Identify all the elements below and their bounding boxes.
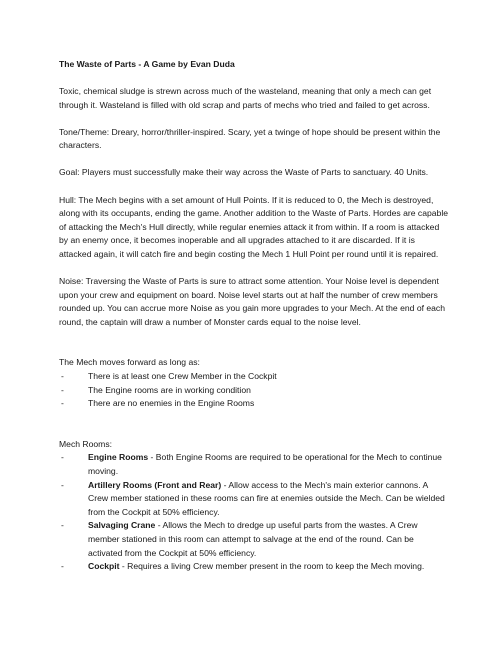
moves-list xyxy=(59,370,449,411)
document-title: The Waste of Parts - A Game by Evan Duda xyxy=(59,59,235,69)
moves-heading: The Mech moves forward as long as: xyxy=(59,357,200,368)
room-description: - Both Engine Rooms are required to be operational for the Mech to continue moving. xyxy=(88,452,442,476)
room-name: Cockpit xyxy=(88,561,120,572)
dash-bullet: - xyxy=(61,452,64,463)
list-item xyxy=(59,451,449,478)
room-description: - Allow access to the Mech's main exterior cannons. A Crew member stationed in these rooms can fire at enemies outside the Mech. Can be wielded from the Cockpit at 50% efficiency. xyxy=(88,479,445,517)
dash-bullet: - xyxy=(61,520,64,531)
dash-bullet: - xyxy=(61,371,64,381)
list-item-text: There is at least one Crew Member in the Cockpit xyxy=(88,371,277,381)
document-page xyxy=(59,58,449,574)
tone-paragraph: Tone/Theme: Dreary, horror/thriller-inspired. Scary, yet a twinge of hope should be present within the characters. xyxy=(59,126,441,151)
list-item-text: There are no enemies in the Engine Rooms xyxy=(88,398,255,409)
room-description: - Allows the Mech to dredge up useful parts from the wastes. A Crew member stationed in this room can attempt to salvage at the end of the round. Can be activated from the Cockpit at 50% efficiency. xyxy=(88,520,418,558)
room-name: Salvaging Crane xyxy=(88,520,156,531)
hull-paragraph: Hull: The Mech begins with a set amount of Hull Points. If it is reduced to 0, the Mech is destroyed, along with its occupants, ending the game. Another addition to the Waste of Parts. Hordes are capable of attacking the Mech's Hull directly, while regular enemies attack it from within. If a room is attacked by an enemy once, it becomes inoperable and all upgrades attached to it are discarded. If it is attacked again, it will catch fire and begin costing the Mech 1 Hull Point per round until it is repaired. xyxy=(59,194,449,259)
dash-bullet: - xyxy=(61,384,64,395)
intro-paragraph: Toxic, chemical sludge is strewn across much of the wasteland, meaning that only a mech can get through it. Wasteland is filled with old scrap and parts of mechs who tried and failed to get across. xyxy=(59,86,432,110)
list-item xyxy=(59,560,449,574)
room-name: Artillery Rooms (Front and Rear) xyxy=(88,479,222,490)
dash-bullet: - xyxy=(61,398,64,409)
rooms-list xyxy=(59,451,449,573)
dash-bullet: - xyxy=(61,479,64,490)
list-item xyxy=(59,370,449,384)
list-item xyxy=(59,479,449,520)
goal-paragraph: Goal: Players must successfully make their way across the Waste of Parts to sanctuary. 40 Units. xyxy=(59,167,429,178)
dash-bullet: - xyxy=(61,561,64,572)
noise-paragraph: Noise: Traversing the Waste of Parts is sure to attract some attention. Your Noise level is dependent upon your crew and equipment on board. Noise level starts out at half the number of crew members rounded up. You can accrue more Noise as you gain more upgrades to your Mech. At the end of each round, the captain will draw a number of Monster cards equal to the noise level. xyxy=(59,276,446,327)
room-description: - Requires a living Crew member present in the room to keep the Mech moving. xyxy=(119,561,425,572)
list-item xyxy=(59,519,449,560)
list-item-text: The Engine rooms are in working condition xyxy=(88,384,251,395)
room-name: Engine Rooms xyxy=(88,452,149,463)
list-item xyxy=(59,397,449,411)
list-item xyxy=(59,384,449,398)
rooms-heading: Mech Rooms: xyxy=(59,438,113,449)
